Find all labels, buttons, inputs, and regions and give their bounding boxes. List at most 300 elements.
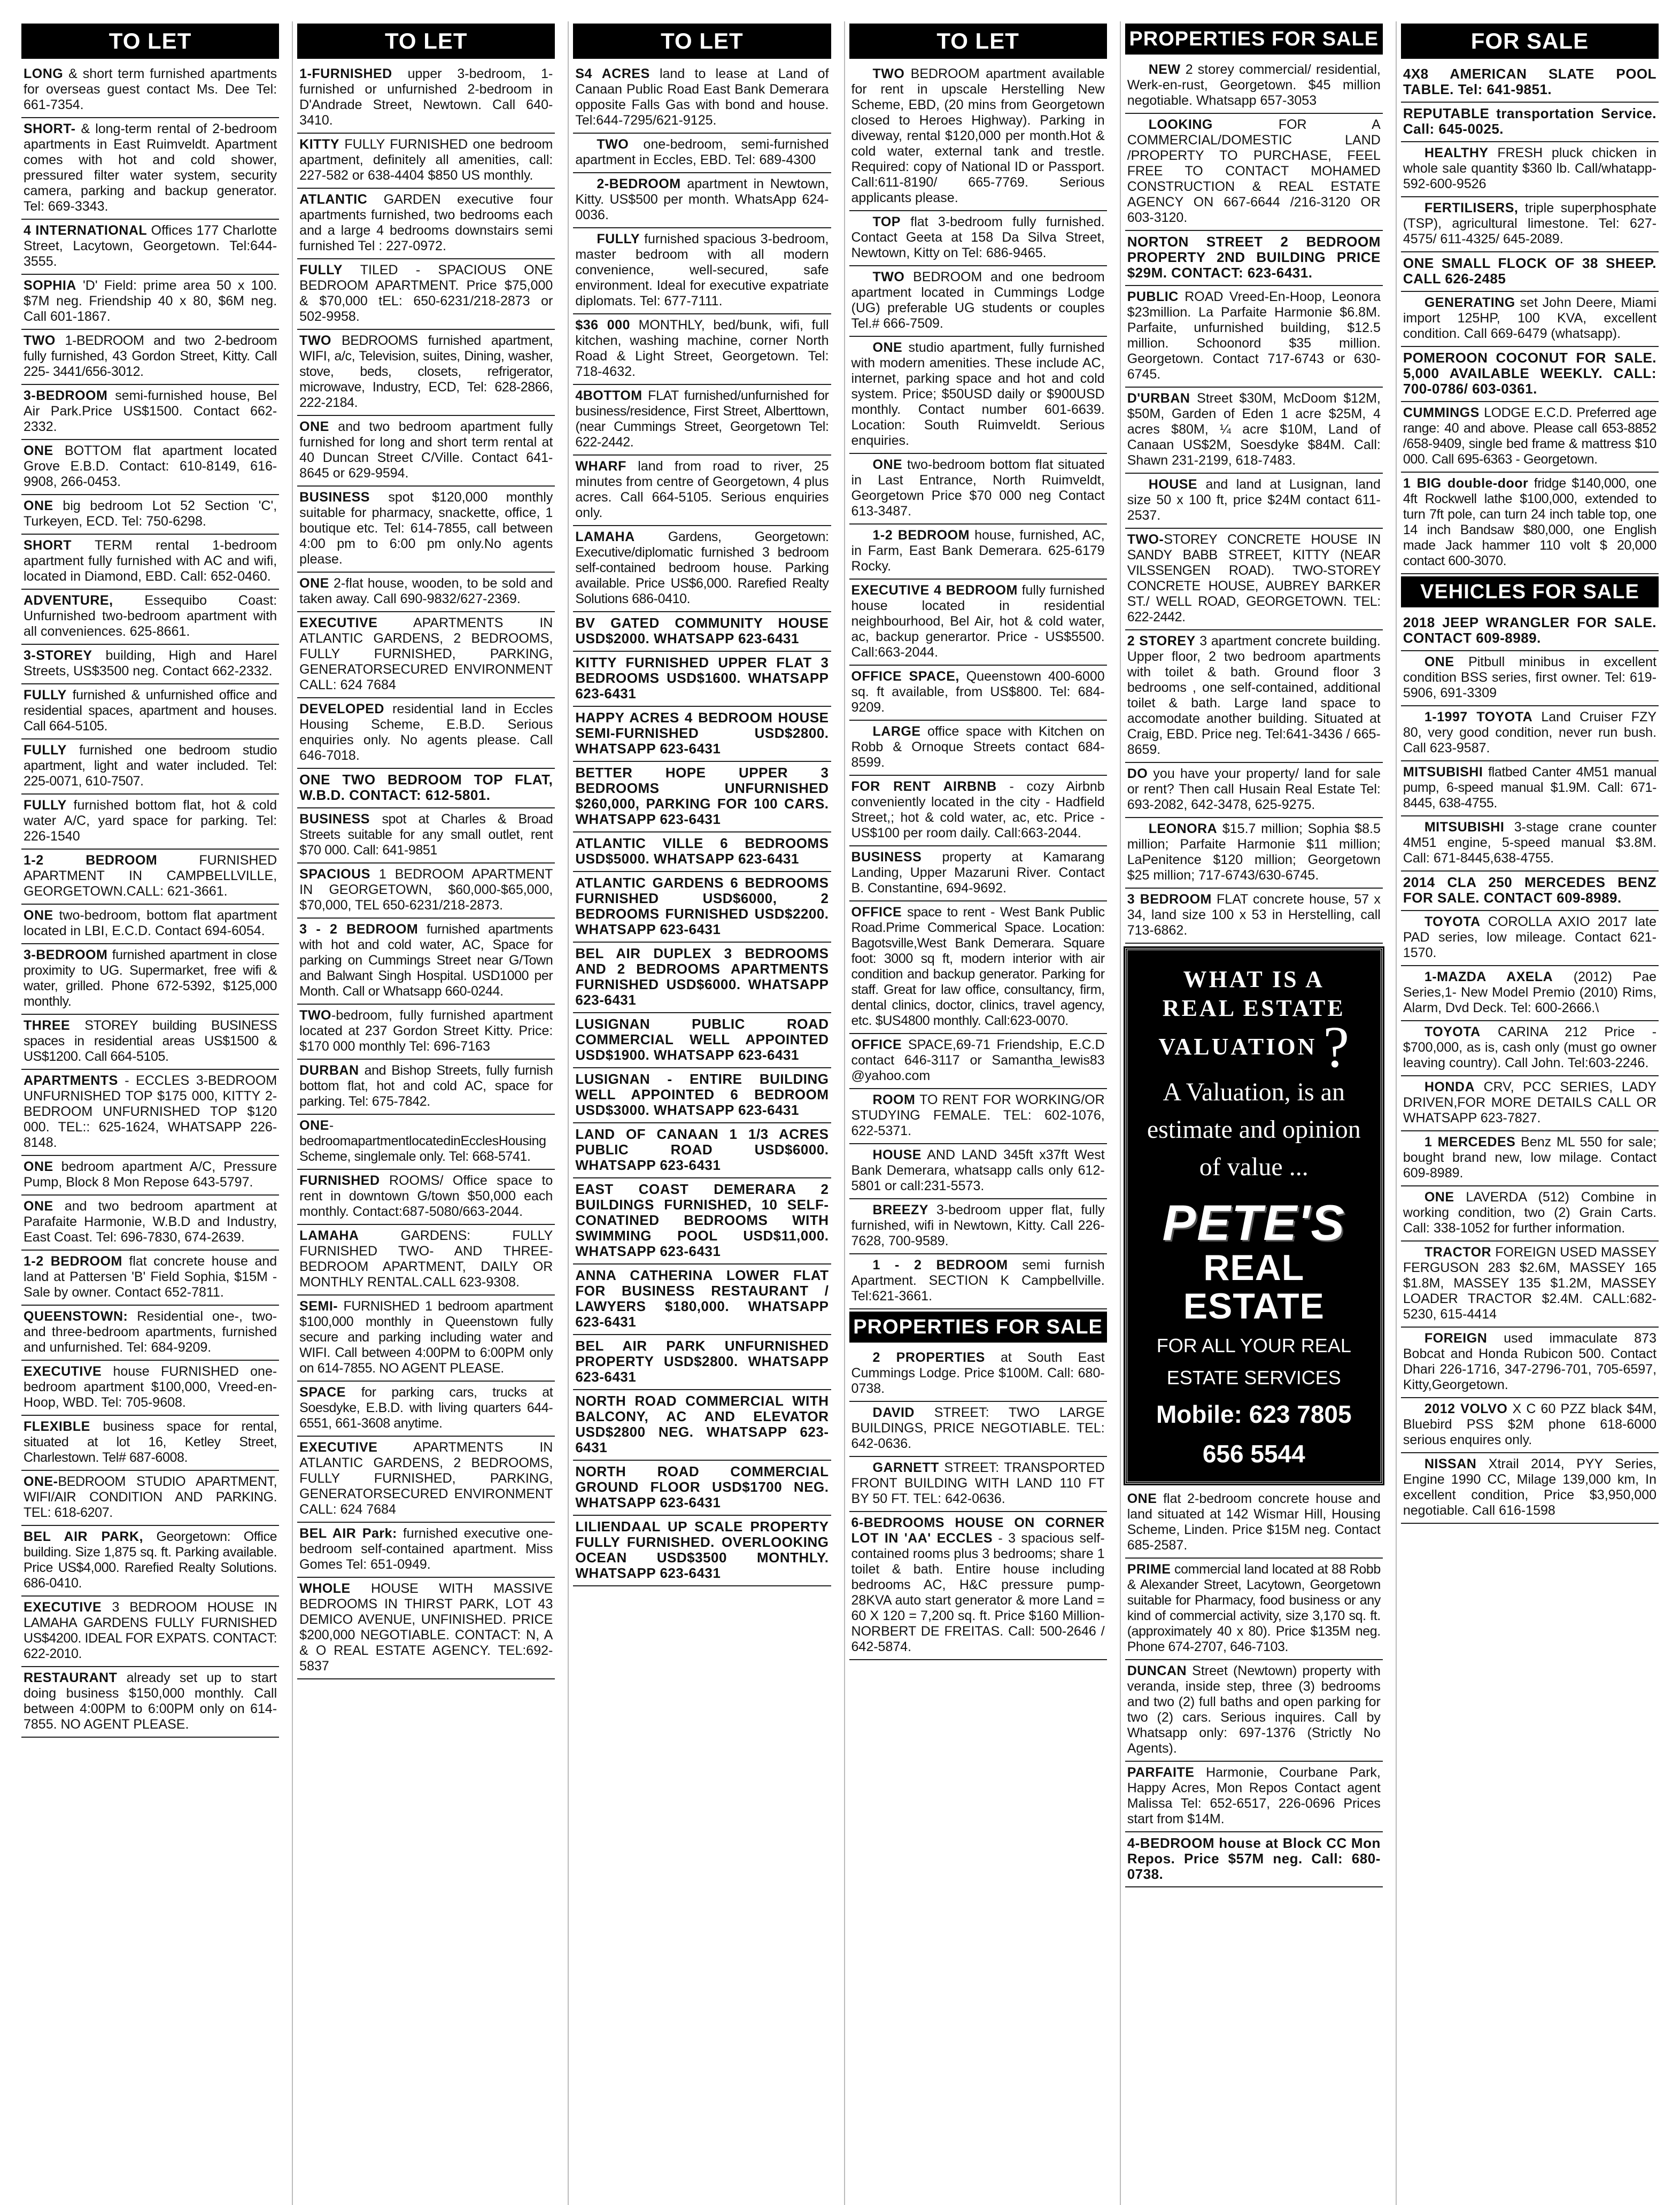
ad-body: FLAT furnished/unfurnished for business/residence, First Street, Alberttown, (near Cummings Street, Georgetown Tel: 622-2442.: [575, 388, 829, 450]
ad-body: 'D' Field: prime area 50 x 100. $7M neg. Friendship 40 x 80, $6M neg. Call 601-1867.: [24, 278, 277, 324]
classified-ad: [297, 63, 555, 134]
classified-ad: [849, 266, 1107, 337]
classified-ad: [1401, 473, 1659, 574]
ad-lead: D'URBAN: [1127, 391, 1190, 406]
classified-ad: [573, 872, 831, 943]
ad-body: Essequibo Coast: Unfurnished two-bedroom apartment with all conveniences. 625-8661.: [24, 593, 277, 639]
classified-ad: [297, 416, 555, 487]
classified-ad: [573, 228, 831, 314]
classified-ad: [21, 739, 279, 795]
ad-lead: ONE: [24, 443, 53, 458]
ad-lead: TWO: [299, 333, 331, 348]
classified-ad: [1401, 1398, 1659, 1453]
ad-lead: FERTILISERS,: [1424, 201, 1519, 215]
ad-lead: BUSINESS: [299, 812, 370, 827]
classified-ad: [849, 211, 1107, 266]
classified-ad: [1401, 1021, 1659, 1076]
classified-ad: [849, 776, 1107, 846]
ad-body: upper 3-bedroom, 1-furnished or unfurnished 2-bedroom in D'Andrade Street, Newtown. Call 640-3410.: [299, 66, 553, 128]
classified-ad: [1401, 651, 1659, 706]
ad-lead: 2 STOREY: [1127, 634, 1196, 649]
classified-ad: [1401, 1453, 1659, 1524]
ad-body: BOTTOM flat apartment located Grove E.B.D. Contact: 610-8149, 616-9908, 266-0453.: [24, 443, 277, 489]
classified-ad: [849, 63, 1107, 211]
ad-body: CRV, PCC SERIES, LADY DRIVEN,FOR MORE DETAILS CALL OR WHATSAPP 623-7827.: [1403, 1080, 1657, 1125]
ad-body: furnished bottom flat, hot & cold water A/C, yard space for parking. Tel: 226-1540: [24, 798, 277, 844]
classified-ad: [21, 1667, 279, 1738]
ad-lead: 6-BEDROOMS HOUSE ON CORNER LOT IN 'AA' ECCLES: [851, 1515, 1105, 1546]
ad-body: already set up to start doing business $150,000 monthly. Call between 4:00PM to 6:00PM only on 614-7855. NO AGENT PLEASE.: [24, 1670, 277, 1732]
ad-lead: TWO: [597, 137, 629, 152]
ad-lead: ONE: [24, 908, 53, 923]
ad-lead: BEL AIR DUPLEX 3 BEDROOMS AND 2 BEDROOMS APARTMENTS FURNISHED USD$6000. WHATSAPP 623-6431: [575, 945, 829, 1008]
ad-lead: OFFICE: [851, 1037, 902, 1052]
classified-ad: [21, 1526, 279, 1597]
classified-ad: [1401, 142, 1659, 197]
classified-ad: [573, 1013, 831, 1068]
ad-lead: 3-BEDROOM: [24, 947, 108, 962]
classified-ad: [297, 769, 555, 808]
classified-ad: [297, 1523, 555, 1578]
ad-lead: 3-BEDROOM: [24, 388, 108, 403]
ad-body: furnished apartment in close proximity to UG. Supermarket, free wifi & water, grilled. Phone 672-5392, $125,000 monthly.: [24, 947, 277, 1009]
ad-lead: SEMI-: [299, 1299, 338, 1314]
ad-lead: 2014 CLA 250 MERCEDES BENZ FOR SALE. CONTACT 609-8989.: [1403, 874, 1657, 906]
classified-ad: [1125, 1488, 1383, 1559]
ad-lead: ONE SMALL FLOCK OF 38 SHEEP. CALL 626-2485: [1403, 255, 1657, 287]
ad-body: FLAT concrete house, 57 x 34, land size 100 x 53 in Herstelling, call 713-6862.: [1127, 892, 1381, 938]
ad-lead: $36 000: [575, 318, 630, 333]
ad-lead: PRIME: [1127, 1562, 1171, 1577]
ad-lead: LAMAHA: [299, 1228, 359, 1243]
ad-body: HOUSE WITH MASSIVE BEDROOMS IN THIRST PARK, LOT 43 DEMICO AVENUE, UNFINISHED. PRICE $200,000 NEGOTIABLE. CONTACT: N, A & O REAL ESTATE AGENCY. TEL:692-5837: [299, 1581, 553, 1674]
classified-ad: [21, 850, 279, 905]
classified-ad: [21, 944, 279, 1015]
promo-title-row: [1136, 1014, 1372, 1080]
ad-lead: 4 INTERNATIONAL: [24, 223, 148, 238]
ad-lead: TOP: [872, 214, 901, 229]
ad-body: -bedroomapartmentlocatedinEcclesHousingScheme, singlemale only. Tel: 668-5741.: [299, 1118, 546, 1164]
classified-ad: [21, 1156, 279, 1196]
ad-body: LODGE E.C.D. Preferred age range: 40 and above. Please call 653-8852 /658-9409, single bed frame & mattress $10 000. Call 695-6363 - Georgetown.: [1403, 405, 1657, 467]
ad-lead: TWO-: [1127, 532, 1164, 547]
ad-body: spot $120,000 monthly suitable for pharmacy, snackette, office, 1 boutique etc. Tel: 614-7855, call between 4:00 pm to 6:00 pm only.No agents please.: [299, 490, 553, 567]
classified-ad: [573, 943, 831, 1013]
ad-lead: BEL AIR PARK UNFURNISHED PROPERTY USD$2800. WHATSAPP 623-6431: [575, 1338, 829, 1385]
ad-lead: SOPHIA: [24, 278, 76, 293]
ad-lead: BUSINESS: [851, 850, 922, 865]
ad-lead: ATLANTIC: [299, 192, 368, 207]
ad-body: STOREY CONCRETE HOUSE IN SANDY BABB STREET, KITTY (NEAR VILSSENGEN ROAD). TWO-STOREY CONCRETE HOUSE, AUBREY BARKER ST./ WELL ROAD, GEORGETOWN. TEL: 622-2442.: [1127, 532, 1381, 625]
classified-ad: [849, 1512, 1107, 1660]
classified-ad: [573, 1516, 831, 1586]
ad-lead: ONE: [299, 419, 329, 434]
column-1: [17, 21, 283, 2205]
classified-ad: [1401, 761, 1659, 816]
ad-lead: POMEROON COCONUT FOR SALE. 5,000 AVAILABLE WEEKLY. CALL: 700-0786/ 603-0361.: [1403, 350, 1657, 397]
ad-lead: 1-FURNISHED: [299, 66, 392, 81]
ad-body: furnished apartments with hot and cold water, AC, Space for parking on Cummings Street near G/Town and Balwant Singh Hospital. USD1000 per Month. Call or Whatsapp 660-0244.: [299, 922, 553, 999]
classified-ad: [849, 580, 1107, 666]
promo-title-line: VALUATION: [1158, 1034, 1317, 1060]
classified-ad: [573, 762, 831, 832]
ad-lead: 3 - 2 BEDROOM: [299, 922, 419, 937]
classified-ad: [21, 535, 279, 590]
classified-ad: [849, 846, 1107, 901]
ad-lead: TOYOTA: [1424, 914, 1481, 929]
ad-body: and two bedroom apartment at Parafaite Harmonie, W.B.D and Industry, East Coast. Tel: 696-7830, 674-2639.: [24, 1199, 277, 1245]
petes-logo: PETE'S: [1162, 1194, 1346, 1251]
section-header: TO LET: [573, 24, 831, 59]
ad-body: - 3 spacious self-contained rooms plus 3 bedrooms; share 1 toilet & bath. Entire house including bedrooms AC, H&C pressure pump-28KVA auto start generator & more Land = 60 X 120 = 7,200 sq. ft. Price $160 Million- NORBERT DE FREITAS. Call: 500-2646 / 642-5874.: [851, 1531, 1105, 1654]
ad-lead: FULLY: [299, 263, 343, 277]
classified-ad: [1401, 1242, 1659, 1328]
ad-body: 3-bedroom upper flat, fully furnished, wifi in Newtown, Kitty. Call 226-7628, 700-9589.: [851, 1202, 1105, 1248]
ad-lead: EXECUTIVE: [24, 1600, 102, 1615]
ad-body: two-bedroom bottom flat situated in Last Entrance, North Ruimveldt, Georgetown Price $70 000 neg Contact 613-3487.: [851, 457, 1105, 519]
ad-body: FURNISHED APARTMENT IN CAMPBELLVILLE, GEORGETOWN.CALL: 621-3661.: [24, 853, 277, 899]
classified-ad: [849, 901, 1107, 1034]
ad-lead: 1-1997 TOYOTA: [1424, 710, 1533, 724]
ad-lead: 3-STOREY: [24, 648, 92, 663]
classified-ad: [573, 1461, 831, 1516]
ad-body: one-bedroom, semi-furnished apartment in Eccles, EBD. Tel: 689-4300: [575, 137, 829, 167]
ad-body: Gardens, Georgetown: Executive/diplomatic furnished 3 bedroom self-contained bedroom house. Parking available. Price US$6,000. Rarefied Realty Solutions 686-0410.: [575, 529, 829, 606]
ad-body: land to lease at Land of Canaan Public Road East Bank Demerara opposite Falls Gas with bond and house. Tel:644-7295/621-9125.: [575, 66, 829, 128]
ad-body: Land Cruiser FZY 80, very good condition, never run bush. Call 623-9587.: [1403, 710, 1657, 755]
classified-ad: [849, 1034, 1107, 1089]
classified-ad: [849, 1089, 1107, 1144]
classified-ad: [849, 1254, 1107, 1309]
ad-lead: CUMMINGS: [1403, 405, 1480, 420]
classified-ad: [573, 526, 831, 612]
promo-tagline: ESTATE SERVICES: [1166, 1367, 1341, 1389]
ad-body: Street $30M, McDoom $12M, $50M, Garden of Eden 1 acre $25M, 4 acres $80M, ¼ acre $10M, Land of Canaan US$2M, Soesdyke $84M. Call: Shawn 231-2199, 618-7483.: [1127, 391, 1381, 468]
ad-lead: FLEXIBLE: [24, 1419, 90, 1434]
ad-lead: OFFICE SPACE,: [851, 669, 959, 684]
ad-lead: 3 BEDROOM: [1127, 892, 1212, 907]
classified-ad: [21, 385, 279, 440]
ad-lead: SPACE: [299, 1385, 346, 1400]
ad-lead: ONE TWO BEDROOM TOP FLAT, W.B.D. CONTACT: 612-5801.: [299, 772, 553, 803]
ad-lead: NORTON STREET 2 BEDROOM PROPERTY 2ND BUILDING PRICE $29M. CONTACT: 623-6431.: [1127, 234, 1381, 281]
ad-body: SPACE,69-71 Friendship, E.C.D contact 646-3117 or Samantha_lewis83 @yahoo.com: [851, 1037, 1105, 1083]
ad-lead: DURBAN: [299, 1063, 359, 1078]
classified-ad: [21, 645, 279, 684]
ad-lead: PUBLIC: [1127, 289, 1179, 304]
column-3: [568, 21, 835, 2205]
ad-body: fully furnished house located in residential neighbourhood, Bel Air, hot & cold water, ac, backup generartor. Price - US$5500. Call:663-2044.: [851, 583, 1105, 660]
ad-body: flat 3-bedroom fully furnished. Contact Geeta at 158 Da Silva Street, Newtown, Kitty on Tel: 686-9465.: [851, 214, 1105, 260]
ad-lead: TRACTOR: [1424, 1245, 1492, 1260]
classified-ad: [573, 134, 831, 173]
classified-ad: [1125, 231, 1383, 286]
classified-ad: [1125, 529, 1383, 630]
ad-lead: ONE-: [24, 1474, 58, 1489]
ad-body: STREET: TRANSPORTED FRONT BUILDING WITH LAND 110 FT BY 50 FT. TEL: 642-0636.: [851, 1460, 1105, 1506]
ad-lead: SHORT-: [24, 121, 76, 136]
ad-lead: 1 - 2 BEDROOM: [872, 1258, 1008, 1273]
ad-lead: 2-BEDROOM: [597, 176, 681, 191]
classified-ad: [21, 795, 279, 850]
ad-body: fridge $140,000, one 4ft Rockwell lathe $100,000, extended to turn 7ft pole, can turn 24 inch table top, one 14 inch Bandsaw $80,000, one English made Jack hammer 110 volt $ 20,000 contact 600-3070.: [1403, 476, 1657, 568]
promo-title-line: WHAT IS A: [1183, 966, 1325, 992]
ad-body: and land at Lusignan, land size 50 x 100 ft, price $24M contact 611-2537.: [1127, 477, 1381, 523]
ad-body: BEDROOM apartment available for rent in upscale Herstelling New Scheme, EBD, (20 mins from Georgetown closed to Heroes Highway). Parking in diveway, rental $120,000 per month.Hot & cold water, external tank and trestle. Required: copy of National ID or Passport. Call:611-8190/ 665-7769. Serious applicants please.: [851, 66, 1105, 205]
classified-ad: [573, 1068, 831, 1123]
ad-body: Xtrail 2014, PYY Series, Engine 1990 CC, Milage 139,000 km, In excellent condition, Price $3,950,000 negotiable. Call 616-1598: [1403, 1456, 1657, 1518]
classified-ad: [297, 1382, 555, 1437]
ad-body: Offices 177 Charlotte Street, Lacytown, Georgetown. Tel:644-3555.: [24, 223, 277, 269]
ad-body: MONTHLY, bed/bunk, wifi, full kitchen, washing machine, corner North Road & Light Street, Georgetown. Tel: 718-4632.: [575, 318, 829, 379]
ad-lead: EXECUTIVE 4 BEDROOM: [851, 583, 1018, 598]
classified-ad: [1401, 197, 1659, 252]
ad-lead: KITTY: [299, 137, 339, 152]
ad-body: furnished & unfurnished office and residential spaces, apartment and houses. Call 664-5105.: [24, 688, 277, 734]
ad-body: COROLLA AXIO 2017 late PAD series, low mileage. Contact 621-1570.: [1403, 914, 1657, 960]
ad-body: Pitbull minibus in excellent condition BSS series, first owner. Tel: 619-5906, 691-3309: [1403, 654, 1657, 700]
ad-body: -bedroom, fully furnished apartment located at 237 Gordon Street Kitty. Price: $170 000 monthly Tel: 696-7163: [299, 1008, 553, 1054]
classified-ad: [297, 259, 555, 330]
ad-lead: TOYOTA: [1424, 1024, 1481, 1039]
classified-ad: [297, 808, 555, 864]
ad-lead: LILIENDAAL UP SCALE PROPERTY FULLY FURNISHED. OVERLOOKING OCEAN USD$3500 MONTHLY. WHATSAPP 623-6431: [575, 1518, 829, 1581]
ad-body: flatbed Canter 4M51 manual pump, 6-speed manual $1.9M. Call: 671-8445, 638-4755.: [1403, 765, 1657, 811]
classified-ad: [21, 905, 279, 944]
ad-body: 2-flat house, wooden, to be sold and taken away. Call 690-9832/627-2369.: [299, 576, 553, 606]
ad-body: apartment in Newtown, Kitty. US$500 per month. WhatsApp 624-0036.: [575, 176, 829, 222]
petes-logo-subtitle: REAL ESTATE: [1183, 1247, 1325, 1327]
classified-ad: [1401, 911, 1659, 966]
ad-body: bedroom apartment A/C, Pressure Pump, Block 8 Mon Repose 643-5797.: [24, 1159, 277, 1190]
ad-lead: NORTH ROAD COMMERCIAL GROUND FLOOR USD$1700 NEG. WHATSAPP 623-6431: [575, 1463, 829, 1510]
ad-body: for parking cars, trucks at Soesdyke, E.B.D. with living quarters 644-6551, 661-3608 anytime.: [299, 1385, 553, 1431]
ad-lead: KITTY FURNISHED UPPER FLAT 3 BEDROOMS USD$1600. WHATSAPP 623-6431: [575, 654, 829, 701]
classified-ad: [573, 1178, 831, 1265]
ad-lead: ONE: [24, 1159, 53, 1174]
ad-body: TERM rental 1-bedroom apartment fully furnished with AC and wifi, located in Diamond, EBD. Call: 652-0460.: [24, 538, 277, 584]
question-mark-icon: ?: [1323, 1014, 1350, 1080]
ad-lead: LOOKING: [1148, 117, 1213, 132]
column-5: [1120, 21, 1387, 2205]
ad-body: Street (Newtown) property with veranda, inside step, three (3) bedrooms and two (2) full baths and open parking for two (2) cars. Serious inquires. Call by Whatsapp only: 697-1376 (Strictly No Agents).: [1127, 1663, 1381, 1756]
ad-body: Benz ML 550 for sale; bought brand new, low milage. Contact 609-8989.: [1403, 1135, 1657, 1181]
section-header: FOR SALE: [1401, 24, 1659, 59]
ad-lead: TWO: [872, 269, 905, 284]
classified-ad: [1125, 388, 1383, 474]
classified-ad: [849, 337, 1107, 454]
ad-body: 1-BEDROOM and two 2-bedroom fully furnished, 43 Gordon Street, Kitty. Call 225- 3441/656-3012.: [24, 333, 277, 379]
promo-title-line: REAL ESTATE: [1162, 995, 1345, 1021]
ad-lead: NEW: [1148, 62, 1181, 77]
ad-lead: ONE: [24, 1199, 53, 1214]
classified-ad: [1125, 763, 1383, 818]
classified-ad: [573, 1265, 831, 1335]
classified-ad: [1125, 59, 1383, 114]
classified-ad: [573, 456, 831, 526]
ad-body: at South East Cummings Lodge. Price $100M. Call: 680-0738.: [851, 1350, 1105, 1396]
ad-lead: EAST COAST DEMERARA 2 BUILDINGS FURNISHED, 10 SELF-CONATINED BEDROOMS WITH SWIMMING POOL USD$11,000. WHATSAPP 623-6431: [575, 1181, 829, 1259]
ad-body: APARTMENTS IN ATLANTIC GARDENS, 2 BEDROOMS, FULLY FURNISHED, PARKING, GENERATORSECURED ENVIRONMENT CALL: 624 7684: [299, 615, 553, 692]
classified-ad: [1125, 889, 1383, 944]
ad-lead: ONE: [872, 457, 903, 472]
classified-ad: [21, 440, 279, 495]
classified-ad: [21, 1196, 279, 1251]
classified-ad: [573, 314, 831, 385]
ad-lead: ONE: [872, 340, 903, 355]
ad-body: Residential one-, two- and three-bedroom apartments, furnished and unfurnished. Tel: 684-9209.: [24, 1309, 277, 1355]
ad-body: FOREIGN USED MASSEY FERGUSON 283 $2.6M, MASSEY 165 $1.8M, MASSEY 135 $1.2M, MASSEY LOADER TRACTOR $2.4M. CALL:682-5230, 615-4414: [1403, 1245, 1657, 1322]
ad-lead: SPACIOUS: [299, 867, 370, 882]
classified-ad: [1125, 1559, 1383, 1660]
classified-ad: [297, 919, 555, 1005]
promo-body-line: of value ...: [1199, 1153, 1309, 1181]
classified-ad: [849, 1347, 1107, 1402]
ad-lead: LONG: [24, 66, 64, 81]
ad-body: 3 apartment concrete building. Upper floor, 2 two bedroom apartments with toilet & bath. Ground floor 3 bedrooms , one self-contained, additional toilet & bath. Large land space to accomodate another building. Situated at Craig, EBD. Price neg. Tel:641-3436 / 665-8659.: [1127, 634, 1381, 757]
classified-ad: [297, 612, 555, 698]
classified-ad: [849, 454, 1107, 525]
classified-ad: [21, 1361, 279, 1416]
ad-body: office space with Kitchen on Robb & Ornoque Streets contact 684-8599.: [851, 724, 1105, 770]
ad-body: APARTMENTS IN ATLANTIC GARDENS, 2 BEDROOMS, FULLY FURNISHED, PARKING, GENERATORSECURED ENVIRONMENT CALL: 624 7684: [299, 1440, 553, 1517]
classified-ad: [297, 864, 555, 919]
ad-lead: 2018 JEEP WRANGLER FOR SALE. CONTACT 609-8989.: [1403, 614, 1657, 646]
classified-ad: [573, 832, 831, 872]
classified-ad: [297, 189, 555, 259]
ad-body: ROOMS/ Office space to rent in downtown G/town $50,000 each monthly. Contact:687-5080/663-2044.: [299, 1173, 553, 1219]
classified-ad: [849, 1457, 1107, 1512]
ad-lead: 1-2 BEDROOM: [872, 528, 970, 543]
ad-body: X C 60 PZZ black $4M, Bluebird PSS $2M phone 618-6000 serious enquires only.: [1403, 1401, 1657, 1447]
ad-lead: 4X8 AMERICAN SLATE POOL TABLE. Tel: 641-9851.: [1403, 66, 1657, 97]
ad-lead: LEONORA: [1148, 821, 1218, 836]
classified-ad: [573, 612, 831, 652]
ad-body: triple superphosphate (TSP), agricultural limestone. Tel: 627-4575/ 611-4325/ 645-2089.: [1403, 201, 1657, 246]
ad-lead: ONE: [1424, 654, 1454, 669]
ad-body: property at Kamarang Landing, Upper Mazaruni River. Contact B. Constantine, 694-9692.: [851, 850, 1105, 896]
ad-lead: 1-2 BEDROOM: [24, 853, 158, 868]
classified-ad: [297, 1225, 555, 1296]
classified-ad: [573, 173, 831, 228]
ad-body: Harmonie, Courbane Park, Happy Acres, Mon Repos Contact agent Malissa Tel: 652-6517, 226-0696 Prices start from $14M.: [1127, 1765, 1381, 1826]
petes-real-estate-ad: [1125, 948, 1383, 1484]
ad-lead: TWO: [24, 333, 56, 348]
ad-lead: 2012 VOLVO: [1424, 1401, 1508, 1416]
classified-ad: [1401, 63, 1659, 103]
classified-ad: [849, 525, 1107, 580]
classified-ad: [1401, 612, 1659, 651]
ad-lead: ONE: [299, 576, 329, 591]
ad-lead: OFFICE: [851, 905, 902, 920]
ad-lead: GARNETT: [872, 1460, 939, 1475]
ad-body: BEDROOM STUDIO APARTMENT, WIFI/AIR CONDITION AND PARKING. TEL: 618-6207.: [24, 1474, 277, 1520]
classified-ad: [297, 1296, 555, 1382]
ad-body: & long-term rental of 2-bedroom apartments in East Ruimveldt. Apartment comes with hot and cold shower, pressured filter water system, security camera, parking and backup generator. Tel: 669-3343.: [24, 121, 277, 214]
ad-body: and two bedroom apartment fully furnished for long and short term rental at 40 Duncan Street C/Ville. Contact 641-8645 or 629-9594.: [299, 419, 553, 481]
classified-ad: [21, 1416, 279, 1471]
ad-body: CARINA 212 Price - $700,000, as is, cash only (must go owner leaving country). Call John. Tel:603-2246.: [1403, 1024, 1657, 1070]
section-header: PROPERTIES FOR SALE: [1125, 24, 1383, 55]
ad-lead: EXECUTIVE: [299, 1440, 378, 1455]
ad-lead: WHOLE: [299, 1581, 351, 1596]
ad-body: studio apartment, fully furnished with modern amenities. These include AC, internet, parking space and hot and cold system. Price; $50USD daily or $900USD monthly. Contact number 601-6639. Location: South Ruimveldt. Serious enquiries.: [851, 340, 1105, 448]
ad-body: GARDEN executive four apartments furnished, two bedrooms each and a large 4 bedrooms downstairs semi furnished Tel : 227-0972.: [299, 192, 553, 253]
classified-ad: [1125, 1762, 1383, 1832]
classified-ad: [1401, 1328, 1659, 1398]
classified-ad: [21, 1306, 279, 1361]
classified-ad: [1401, 1076, 1659, 1131]
ad-body: FRESH pluck chicken in whole sale quantity $360 lb. Call/whatapp- 592-600-9526: [1403, 145, 1657, 191]
ad-lead: S4 ACRES: [575, 66, 650, 81]
classified-ad: [1401, 706, 1659, 761]
ad-lead: FULLY: [24, 688, 67, 703]
ad-lead: ATLANTIC VILLE 6 BEDROOMS USD$5000. WHATSAPP 623-6431: [575, 835, 829, 867]
ad-lead: GENERATING: [1424, 295, 1515, 310]
classified-ad: [21, 1471, 279, 1526]
ad-lead: REPUTABLE transportation Service. Call: 645-0025.: [1403, 105, 1657, 137]
column-6: [1396, 21, 1663, 2205]
ad-body: semi-furnished house, Bel Air Park.Price US$1500. Contact 662-2332.: [24, 388, 277, 434]
ad-body: Queenstown 400-6000 sq. ft available, from US$800. Tel: 684-9209.: [851, 669, 1105, 715]
ad-lead: 4BOTTOM: [575, 388, 642, 403]
ad-body: STOREY building BUSINESS spaces in residential areas US$1500 & US$1200. Call 664-5105.: [24, 1018, 277, 1064]
classified-ad: [21, 220, 279, 275]
ad-lead: WHARF: [575, 459, 626, 474]
ad-lead: 1-MAZDA AXELA: [1424, 969, 1553, 984]
ad-body: (2012) Pae Series,1- New Model Premio (2010) Rims, Alarm, Dvd Deck. Tel: 600-2666.\: [1403, 969, 1657, 1015]
ad-body: set John Deere, Miami import 125HP, 100 KVA, excellent condition. Call 669-6479 (whatsapp).: [1403, 295, 1657, 341]
ad-lead: BETTER HOPE UPPER 3 BEDROOMS UNFURNISHED $260,000, PARKING FOR 100 CARS. WHATSAPP 623-6431: [575, 765, 829, 827]
classified-ad: [573, 707, 831, 762]
ad-body: semi furnish Apartment. SECTION K Campbellville. Tel:621-3661.: [851, 1258, 1105, 1304]
classified-ad: [1401, 347, 1659, 402]
ad-lead: EXECUTIVE: [24, 1364, 102, 1379]
ad-lead: HEALTHY: [1424, 145, 1489, 160]
ad-body: house FURNISHED one-bedroom apartment $100,000, Vreed-en-Hoop, WBD. Tel: 705-9608.: [24, 1364, 277, 1410]
classified-ad: [21, 590, 279, 645]
ad-lead: NISSAN: [1424, 1456, 1477, 1471]
classified-ad: [573, 652, 831, 707]
classified-ad: [1125, 1660, 1383, 1762]
ad-lead: FULLY: [24, 798, 67, 813]
classified-ad: [297, 1437, 555, 1523]
ad-body: you have your property/ land for sale or rent? Then call Husain Real Estate Tel: 693-2082, 642-3478, 625-9275.: [1127, 766, 1381, 812]
ad-body: 1 BEDROOM APARTMENT IN GEORGETOWN, $60,000-$65,000, $70,000, TEL 650-6231/218-2873.: [299, 867, 553, 913]
classified-ad: [849, 666, 1107, 721]
section-header: VEHICLES FOR SALE: [1401, 576, 1659, 607]
promo-mobile: 656 5544: [1202, 1440, 1305, 1468]
ad-lead: BV GATED COMMUNITY HOUSE USD$2000. WHATSAPP 623-6431: [575, 615, 829, 646]
ad-lead: BEL AIR Park:: [299, 1526, 397, 1541]
classified-ad: [297, 1578, 555, 1679]
ad-lead: 4-BEDROOM house at Block CC Mon Repos. Price $57M neg. Call: 680-0738.: [1127, 1835, 1381, 1882]
classified-ad: [849, 1199, 1107, 1254]
ad-lead: FULLY: [24, 743, 67, 758]
ad-body: 3 BEDROOM HOUSE IN LAMAHA GARDENS FULLY FURNISHED US$4200. IDEAL FOR EXPATS. CONTACT: 622-2010.: [24, 1600, 277, 1661]
ad-lead: LUSIGNAN PUBLIC ROAD COMMERCIAL WELL APPOINTED USD$1900. WHATSAPP 623-6431: [575, 1016, 829, 1063]
classified-ad: [849, 1144, 1107, 1199]
classified-ad: [1401, 872, 1659, 911]
classified-ad: [1401, 816, 1659, 872]
ad-body: furnished spacious 3-bedroom, master bedroom with all modern convenience, well-secured, safe environment. Ideal for executive expatriate diplomats. Tel: 677-7111.: [575, 232, 829, 309]
ad-body: Georgetown: Office building. Size 1,875 sq. ft. Parking available. Price US$4,000. Rarefied Realty Solutions. 686-0410.: [24, 1529, 277, 1591]
ad-body: TO RENT FOR WORKING/OR STUDYING FEMALE. TEL: 602-1076, 622-5371.: [851, 1092, 1105, 1138]
classified-ad: [1401, 252, 1659, 292]
ad-lead: QUEENSTOWN:: [24, 1309, 128, 1324]
classified-ad: [297, 330, 555, 416]
ad-lead: BREEZY: [872, 1202, 928, 1217]
